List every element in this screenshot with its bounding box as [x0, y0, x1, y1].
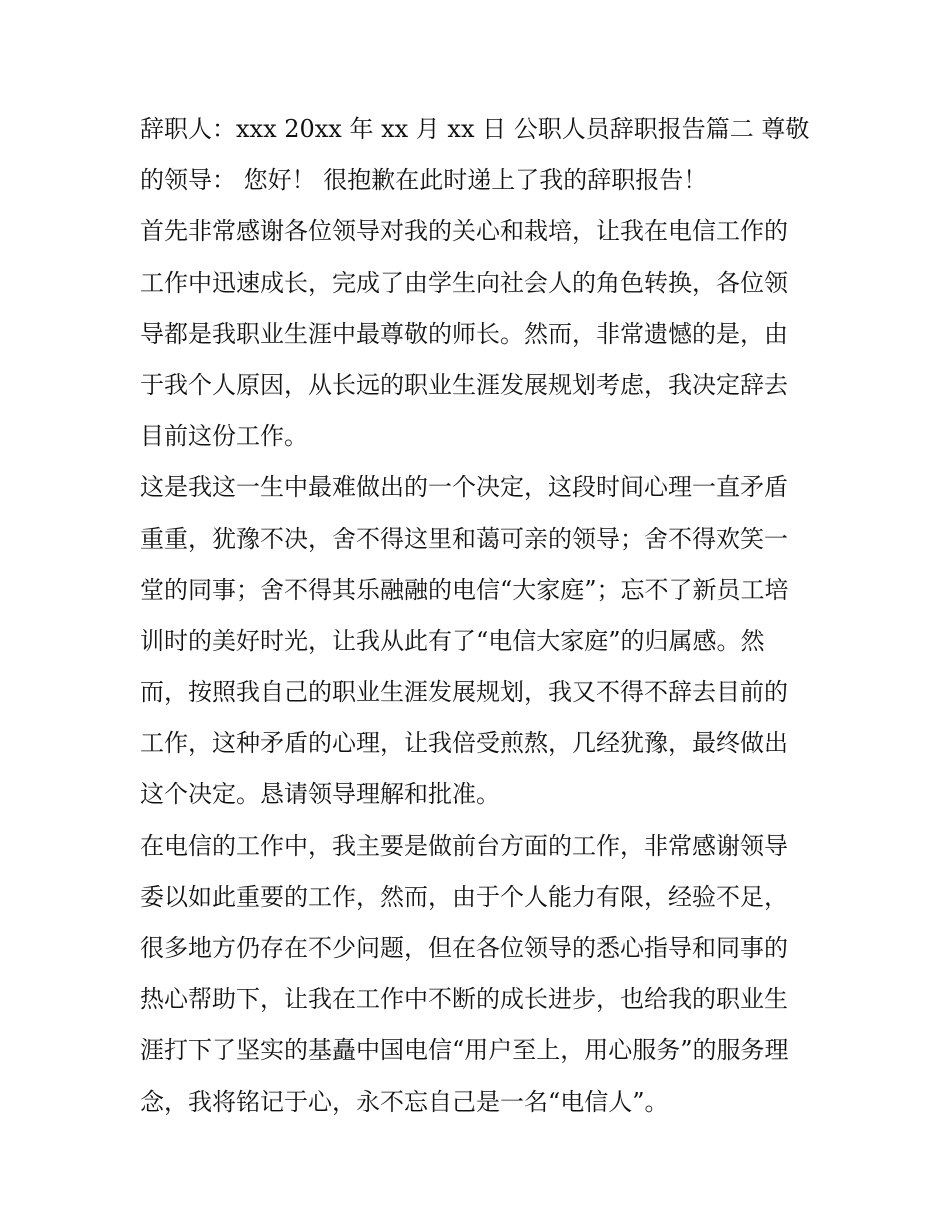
- text-line-9: 重重，犹豫不决，舍不得这里和蔼可亲的领导；舍不得欢笑一: [140, 524, 788, 553]
- text-line-15: 在电信的工作中，我主要是做前台方面的工作，非常感谢领导: [140, 831, 788, 860]
- text-line-20: 念，我将铭记于心，永不忘自己是一名“电信人”。: [140, 1087, 669, 1116]
- text-line-1: 辞职人：xxx 20xx 年 xx 月 xx 日 公职人员辞职报告篇二 尊敬: [140, 115, 810, 143]
- text-line-18: 热心帮助下，让我在工作中不断的成长进步，也给我的职业生: [140, 985, 788, 1014]
- text-line-4: 工作中迅速成长，完成了由学生向社会人的角色转换，各位领: [140, 268, 788, 297]
- text-line-8: 这是我这一生中最难做出的一个决定，这段时间心理一直矛盾: [140, 473, 788, 502]
- text-line-5: 导都是我职业生涯中最尊敬的师长。然而，非常遗憾的是，由: [140, 319, 788, 348]
- text-line-17: 很多地方仍存在不少问题，但在各位领导的悉心指导和同事的: [140, 934, 788, 962]
- text-line-14: 这个决定。恳请领导理解和批准。: [140, 780, 500, 809]
- text-line-2: 的领导： 您好！ 很抱歉在此时递上了我的辞职报告！: [140, 166, 708, 195]
- text-line-16: 委以如此重要的工作，然而，由于个人能力有限，经验不足，: [140, 882, 788, 911]
- document-body: [140, 104, 820, 1128]
- text-line-3: 首先非常感谢各位领导对我的关心和栽培，让我在电信工作的: [140, 217, 788, 246]
- text-line-12: 而，按照我自己的职业生涯发展规划，我又不得不辞去目前的: [140, 678, 788, 707]
- text-line-10: 堂的同事；舍不得其乐融融的电信“大家庭”；忘不了新员工培: [140, 575, 789, 604]
- text-line-13: 工作，这种矛盾的心理，让我倍受煎熬，几经犹豫，最终做出: [140, 729, 788, 758]
- text-line-19: 涯打下了坚实的基矗中国电信“用户至上，用心服务”的服务理: [140, 1036, 789, 1065]
- text-line-11: 训时的美好时光，让我从此有了“电信大家庭”的归属感。然: [140, 626, 765, 655]
- text-line-7: 目前这份工作。: [140, 422, 308, 451]
- text-line-6: 于我个人原因，从长远的职业生涯发展规划考虑，我决定辞去: [140, 370, 788, 399]
